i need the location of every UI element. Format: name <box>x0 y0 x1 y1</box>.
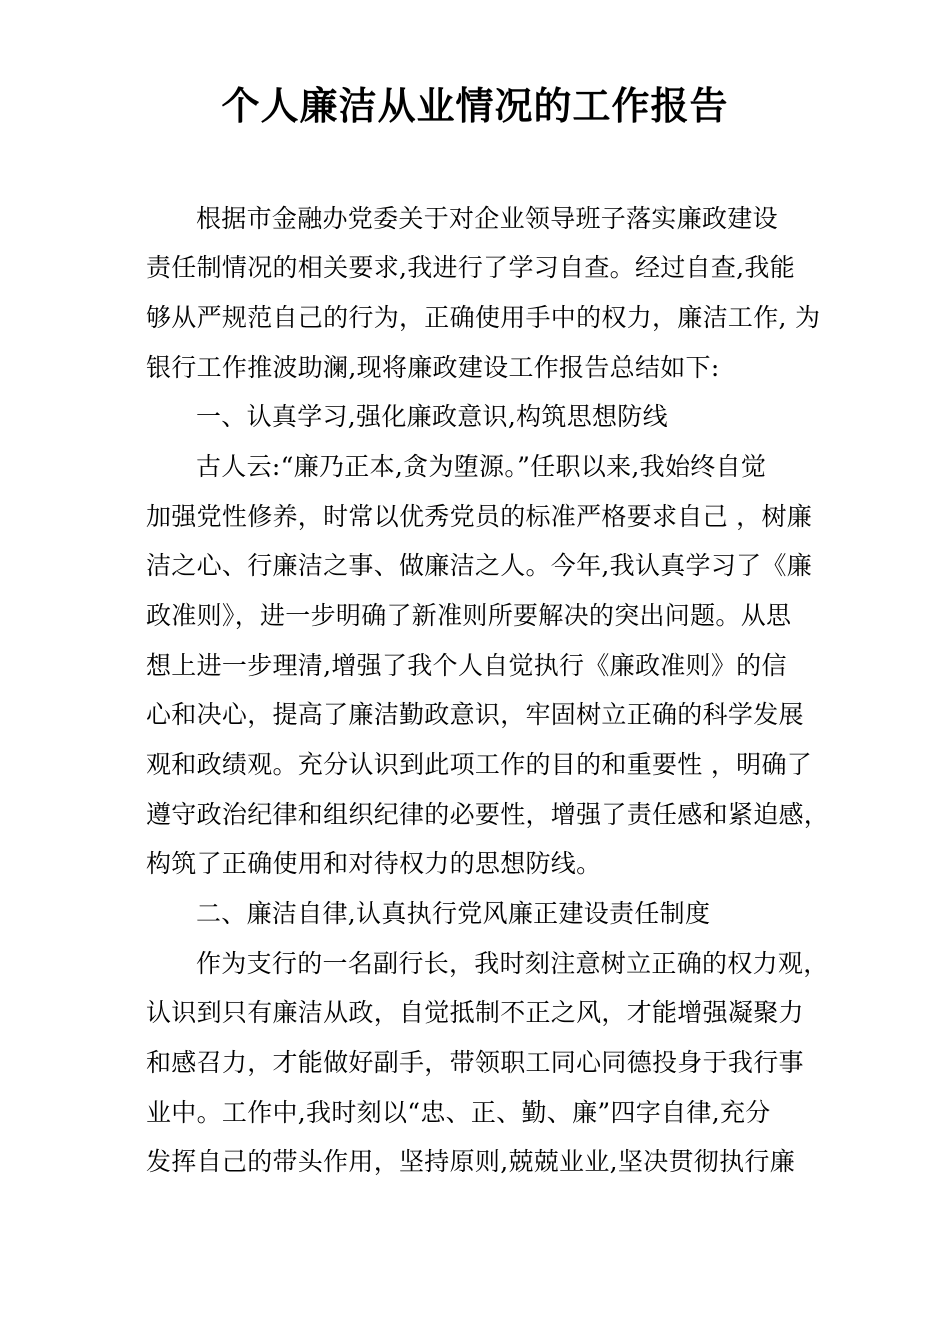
document-title: 个人廉洁从业情况的工作报告 <box>221 83 729 128</box>
paragraph-line: 古人云:“廉乃正本,贪为堕源。”任职以来,我始终自觉 <box>196 452 767 481</box>
paragraph-line: 构筑了正确使用和对待权力的思想防线。 <box>146 849 602 878</box>
paragraph-line: 作为支行的一名副行长，我时刻注意树立正确的权力观， <box>196 949 829 978</box>
paragraph-line: 根据市金融办党委关于对企业领导班子落实廉政建设 <box>196 204 778 233</box>
paragraph-line: 遵守政治纪律和组织纪律的必要性，增强了责任感和紧迫感， <box>146 800 830 829</box>
paragraph-line: 加强党性修养，时常以优秀党员的标准严格要求自己 ，树廉 <box>146 502 813 531</box>
paragraph-line: 政准则》，进一步明确了新准则所要解决的突出问题。从思 <box>146 601 792 630</box>
paragraph-line: 心和决心，提高了廉洁勤政意识，牢固树立正确的科学发展 <box>146 700 804 729</box>
paragraph-line: 业中。工作中,我时刻以“忠、正、勤、廉”四字自律,充分 <box>146 1098 771 1127</box>
section-heading: 二、廉洁自律,认真执行党风廉正建设责任制度 <box>196 899 711 928</box>
paragraph-line: 银行工作推波助澜,现将廉政建设工作报告总结如下: <box>146 353 720 382</box>
paragraph-line: 洁之心、行廉洁之事、做廉洁之人。今年,我认真学习了《廉 <box>146 551 813 580</box>
paragraph-line: 想上进一步理清,增强了我个人自觉执行《廉政准则》的信 <box>146 651 787 680</box>
section-heading: 一、认真学习,强化廉政意识,构筑思想防线 <box>196 402 668 431</box>
paragraph-line: 发挥自己的带头作用，坚持原则,兢兢业业,坚决贯彻执行廉 <box>146 1147 795 1176</box>
paragraph-line: 观和政绩观。充分认识到此项工作的目的和重要性 ，明确了 <box>146 750 813 779</box>
paragraph-line: 认识到只有廉洁从政，自觉抵制不正之风，才能增强凝聚力 <box>146 998 804 1027</box>
paragraph-line: 和感召力，才能做好副手，带领职工同心同德投身于我行事 <box>146 1048 804 1077</box>
paragraph-line: 责任制情况的相关要求,我进行了学习自查。经过自查,我能 <box>146 253 795 282</box>
paragraph-line: 够从严规范自己的行为，正确使用手中的权力，廉洁工作, 为 <box>146 303 821 332</box>
